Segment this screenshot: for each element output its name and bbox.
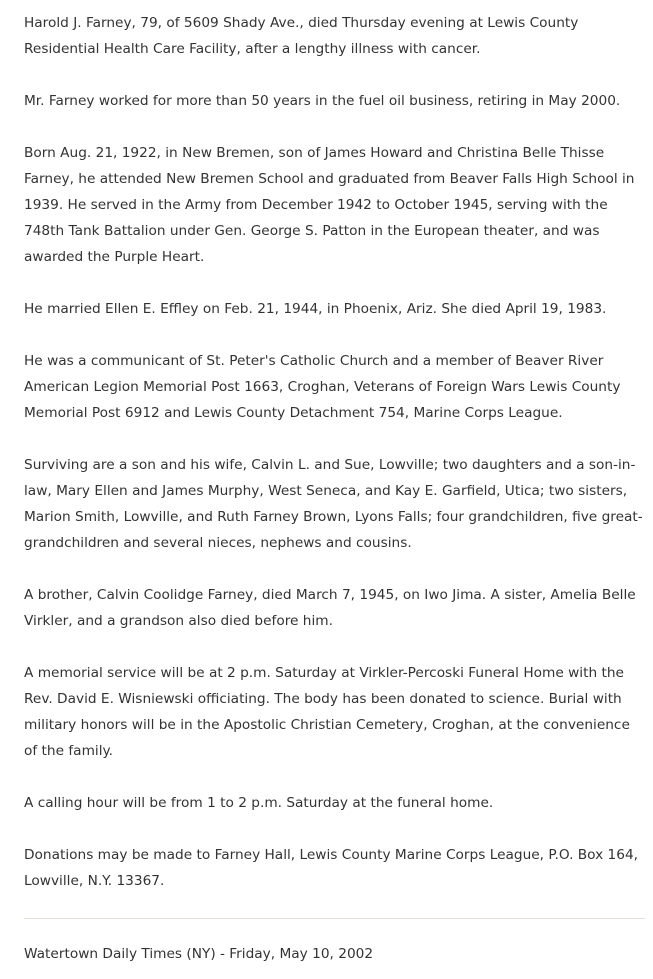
paragraph-career: Mr. Farney worked for more than 50 years in the fuel oil business, retiring in May 2000. [24, 93, 621, 109]
paragraph-donations: Donations may be made to Farney Hall, Lewis County Marine Corps League, P.O. Box 164, Lowville, N.Y. 13367. [24, 847, 639, 889]
paragraph-marriage: He married Ellen E. Effley on Feb. 21, 1944, in Phoenix, Ariz. She died April 19, 1983. [24, 301, 607, 317]
divider [24, 918, 645, 919]
paragraph-survivors: Surviving are a son and his wife, Calvin L. and Sue, Lowville; two daughters and a son-in-law, Mary Ellen and James Murphy, West Seneca, and Kay E. Garfield, Utica; two sisters, Marion Smith, Lowville, and Ruth Farney Brown, Lyons Falls; four grandchildren, five great-grandchildren and several nieces, nephews and cousins. [24, 457, 643, 551]
paragraph-predeceased: A brother, Calvin Coolidge Farney, died March 7, 1945, on Iwo Jima. A sister, Amelia Belle Virkler, and a grandson also died before him. [24, 587, 636, 629]
paragraph-service: A memorial service will be at 2 p.m. Saturday at Virkler-Percoski Funeral Home with the Rev. David E. Wisniewski officiating. The body has been donated to science. Burial with military honors will be in the Apostolic Christian Cemetery, Croghan, at the convenience of the family. [24, 665, 630, 759]
paragraph-biography: Born Aug. 21, 1922, in New Bremen, son of James Howard and Christina Belle Thisse Farney, he attended New Bremen School and graduated from Beaver Falls High School in 1939. He served in the Army from December 1942 to October 1945, serving with the 748th Tank Battalion under Gen. George S. Patton in the European theater, and was awarded the Purple Heart. [24, 145, 635, 265]
paragraph-calling-hour: A calling hour will be from 1 to 2 p.m. Saturday at the funeral home. [24, 795, 494, 811]
paragraph-intro: Harold J. Farney, 79, of 5609 Shady Ave., died Thursday evening at Lewis County Residential Health Care Facility, after a lengthy illness with cancer. [24, 15, 579, 57]
paragraph-memberships: He was a communicant of St. Peter's Catholic Church and a member of Beaver River American Legion Memorial Post 1663, Croghan, Veterans of Foreign Wars Lewis County Memorial Post 6912 and Lewis County Detachment 754, Marine Corps League. [24, 353, 621, 421]
source-citation: Watertown Daily Times (NY) - Friday, May 10, 2002 [24, 946, 374, 962]
